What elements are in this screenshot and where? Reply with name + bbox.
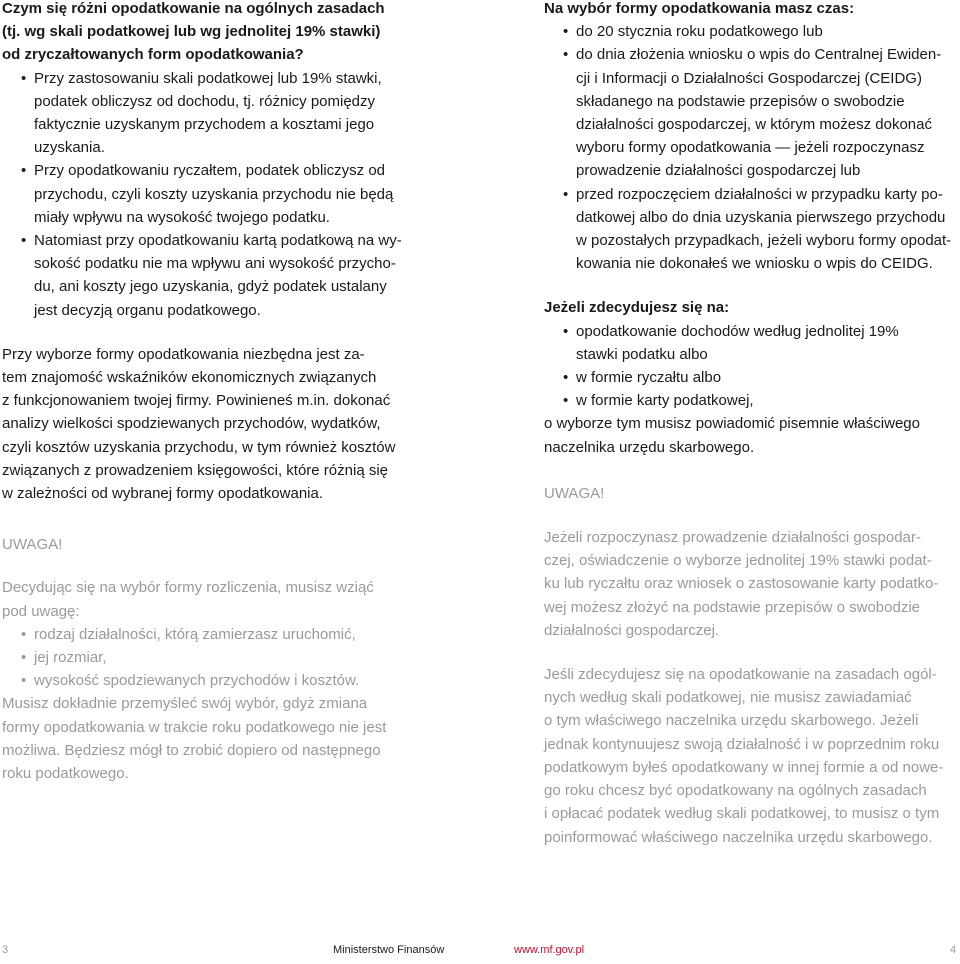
text-line: go roku chcesz być opodatkowany na ogólnych zasadach — [544, 782, 927, 800]
list-item-line: wyboru formy opodatkowania — jeżeli rozpoczynasz — [576, 139, 925, 157]
warning-outro — [2, 692, 412, 785]
text-line: Jeżeli rozpoczynasz prowadzenie działalności gospodar- — [544, 529, 921, 547]
text-line: formy opodatkowania w trakcie roku podatkowego nie jest — [2, 718, 387, 736]
text-line: Czym się różni opodatkowanie na ogólnych zasadach — [2, 0, 385, 17]
section-heading — [2, 0, 412, 67]
text-line: tem znajomość wskaźników ekonomicznych związanych — [2, 369, 377, 387]
text-line: (tj. wg skali podatkowej lub wg jednolitej 19% stawki) — [2, 23, 381, 41]
warning-list — [2, 623, 412, 693]
left-column — [2, 0, 412, 785]
deadline-heading — [544, 0, 954, 20]
text-line: analizy wielkości spodziewanych przychodów, wydatków, — [2, 415, 381, 433]
text-line: roku podatkowego. — [2, 765, 129, 783]
text-line: o tym właściwego naczelnika urzędu skarbowego. Jeżeli — [544, 712, 919, 730]
list-item-line: • jej rozmiar, — [34, 649, 107, 667]
list-item-line: faktycznie uzyskanym przychodem a kosztami jego — [34, 116, 375, 134]
list-item-line: prowadzenie działalności gospodarczej lub — [576, 162, 861, 180]
list-item-line: stawki podatku albo — [576, 345, 708, 363]
deadline-list — [544, 20, 954, 275]
text-line: związanych z prowadzeniem księgowości, które różnią się — [2, 461, 389, 479]
list-item-line: sokość podatku nie ma wpływu ani wysokość przycho- — [34, 255, 396, 273]
text-line: wej możesz złożyć na podstawie przepisów o swobodzie — [544, 598, 921, 616]
list-item-line: datkowej albo do dnia uzyskania pierwszego przychodu — [576, 208, 946, 226]
list-item — [544, 366, 954, 389]
list-item — [2, 67, 412, 160]
text-line: działalności gospodarczej. — [544, 621, 720, 639]
text-line: w zależności od wybranej formy opodatkowania. — [2, 485, 323, 503]
list-item-line: kowania nie dokonałeś we wniosku o wpis do CEIDG. — [576, 255, 933, 273]
list-item — [2, 646, 412, 669]
list-item-line: • Natomiast przy opodatkowaniu kartą podatkową na wy- — [34, 232, 402, 250]
list-item — [2, 669, 412, 692]
text-line: nych według skali podatkowej, nie musisz zawiadamiać — [544, 689, 912, 707]
warning-label: UWAGA! — [2, 536, 63, 554]
list-item-line: • do 20 stycznia roku podatkowego lub — [576, 23, 823, 41]
text-line: z funkcjonowaniem twojej firmy. Powinieneś m.in. dokonać — [2, 392, 391, 410]
list-item-line: miały wpływu na wysokość twojego podatku. — [34, 208, 330, 226]
list-item-line: w pozostałych przypadkach, jeżeli wyboru formy opodat- — [576, 232, 952, 250]
text-line: Przy wyborze formy opodatkowania niezbędna jest za- — [2, 345, 365, 363]
text-line: podatkowym byłeś opodatkowany w innej formie a od nowe- — [544, 758, 944, 776]
list-item — [2, 159, 412, 229]
text-line: naczelnika urzędu skarbowego. — [544, 438, 755, 456]
warning-label: UWAGA! — [544, 484, 605, 502]
right-column — [544, 0, 954, 849]
warning-intro — [2, 576, 412, 622]
website-link[interactable]: www.mf.gov.pl — [514, 944, 585, 956]
text-line: i opłacać podatek według skali podatkowej, to musisz o tym — [544, 805, 940, 823]
text-line: czej, oświadczenie o wyborze jednolitej 19% stawki podat- — [544, 552, 932, 570]
choice-heading — [544, 296, 954, 319]
text-line: możliwa. Będziesz mógł to zrobić dopiero od następnego — [2, 741, 381, 759]
page-number-right: 4 — [950, 944, 957, 956]
list-item — [544, 20, 954, 43]
list-item-line: • rodzaj działalności, którą zamierzasz uruchomić, — [34, 625, 356, 643]
list-item-line: składanego na podstawie przepisów o swobodzie — [576, 92, 905, 110]
list-item-line: • Przy zastosowaniu skali podatkowej lub 19% stawki, — [34, 69, 382, 87]
list-item-line: • opodatkowanie dochodów według jednolitej 19% — [576, 322, 899, 340]
text-line: czyli kosztów uzyskania przychodu, w tym również kosztów — [2, 438, 396, 456]
warning-paragraph-1 — [544, 526, 954, 642]
list-item-line: • Przy opodatkowaniu ryczałtem, podatek obliczysz od — [34, 162, 386, 180]
list-item — [2, 229, 412, 322]
text-line: pod uwagę: — [2, 602, 80, 620]
list-item-line: działalności gospodarczej, w którym możesz dokonać — [576, 116, 932, 134]
warning-paragraph-2 — [544, 663, 954, 849]
list-item — [544, 43, 954, 182]
list-item-line: • w formie ryczałtu albo — [576, 369, 722, 387]
list-item-line: • wysokość spodziewanych przychodów i kosztów. — [34, 672, 360, 690]
notify-paragraph — [544, 412, 954, 458]
choice-list — [544, 320, 954, 413]
list-item-line: • przed rozpoczęciem działalności w przypadku karty po- — [576, 185, 943, 203]
text-line: od zryczałtowanych form opodatkowania? — [2, 46, 304, 64]
list-item-line: cji i Informacji o Działalności Gospodarczej (CEIDG) — [576, 69, 922, 87]
text-line: Decydując się na wybór formy rozliczenia, musisz wziąć — [2, 579, 374, 597]
list-item — [544, 183, 954, 276]
text-line: ku lub ryczałtu oraz wniosek o zastosowanie karty podatko- — [544, 575, 939, 593]
text-line: Jeżeli zdecydujesz się na: — [544, 299, 730, 317]
list-item — [2, 623, 412, 646]
list-item-line: przychodu, czyli koszty uzyskania przychodu nie będą — [34, 185, 394, 203]
list-item-line: uzyskania. — [34, 139, 105, 157]
text-line: o wyborze tym musisz powiadomić pisemnie właściwego — [544, 415, 920, 433]
text-line: Na wybór formy opodatkowania masz czas: — [544, 0, 855, 17]
list-item-line: • do dnia złożenia wniosku o wpis do Centralnej Ewiden- — [576, 46, 942, 64]
text-line: jednak kontynuujesz swoją działalność i w poprzednim roku — [544, 735, 940, 753]
list-item-line: du, ani koszty jego uzyskania, gdyż podatek ustalany — [34, 278, 387, 296]
text-line: poinformować właściwego naczelnika urzędu skarbowego. — [544, 828, 933, 846]
list-item-line: jest decyzją organu podatkowego. — [34, 301, 261, 319]
list-item-line: podatek obliczysz od dochodu, tj. różnicy pomiędzy — [34, 92, 376, 110]
text-line: Jeśli zdecydujesz się na opodatkowanie na zasadach ogól- — [544, 666, 937, 684]
list-item-line: • w formie karty podatkowej, — [576, 392, 754, 410]
list-item — [544, 389, 954, 412]
page-number-left: 3 — [2, 944, 9, 956]
list-item — [544, 320, 954, 366]
text-line: Musisz dokładnie przemyśleć swój wybór, gdyż zmiana — [2, 695, 368, 713]
publisher-name: Ministerstwo Finansów — [333, 944, 445, 956]
selection-paragraph — [2, 343, 412, 505]
difference-list — [2, 67, 412, 322]
